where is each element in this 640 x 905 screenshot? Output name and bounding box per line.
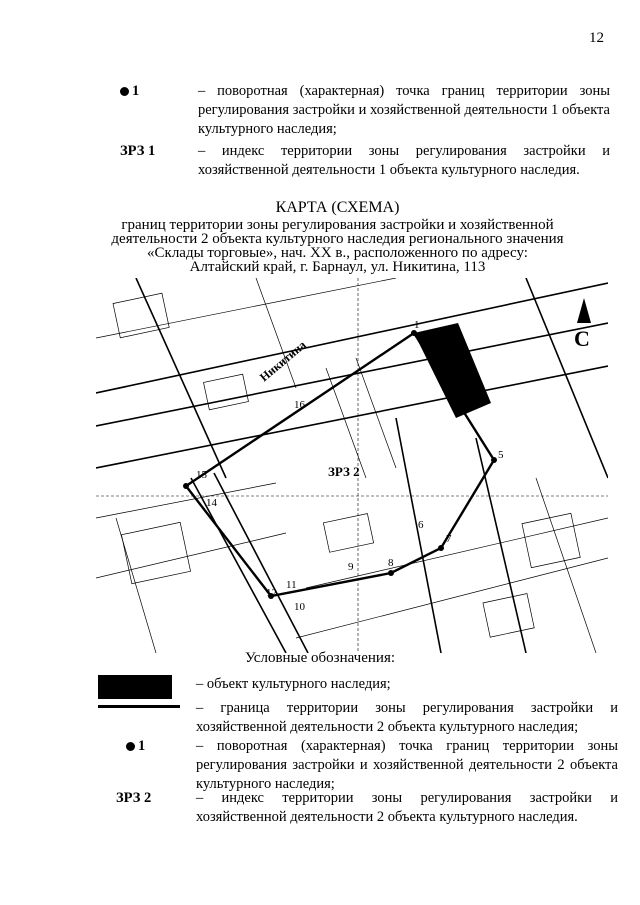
index-symbol: ЗРЗ 1	[120, 143, 156, 159]
point-label: 7	[446, 533, 452, 545]
legend-item-index	[120, 142, 610, 180]
map-title-line: «Склады торговые», нач. XX в., расположенного по адресу:	[147, 245, 528, 261]
black-rectangle-icon	[98, 675, 172, 699]
page-number: 12	[589, 30, 604, 46]
point-symbol: 1	[120, 82, 139, 101]
zone-label: ЗРЗ 2	[328, 464, 360, 479]
point-label: 11	[286, 579, 297, 591]
boundary-symbol	[98, 699, 180, 708]
legend-desc: – индекс территории зоны регулирования застройки и хозяйственной деятельности 1 объекта культурного наследия.	[198, 143, 610, 178]
legend-item-point	[98, 737, 618, 794]
north-label: С	[574, 326, 590, 351]
street-name-label: Никитина	[256, 337, 309, 385]
legend-item-point	[120, 82, 610, 139]
legend-desc: – поворотная (характерная) точка границ территории зоны регулирования застройки и хозяйственной деятельности 1 объекта культурного наследия;	[198, 83, 610, 137]
dot-icon	[126, 742, 135, 751]
point-symbol: 1	[126, 737, 145, 756]
map-title-main: КАРТА (СХЕМА)	[275, 199, 400, 216]
legend-desc: – поворотная (характерная) точка границ территории зоны регулирования застройки и хозяйственной деятельности 2 объекта культурного наследия;	[196, 738, 618, 792]
map-title	[100, 201, 575, 274]
legend-desc: – граница территории зоны регулирования застройки и хозяйственной деятельности 2 объекта культурного наследия;	[196, 700, 618, 735]
point-label: 10	[294, 601, 305, 613]
legend-item-boundary	[98, 699, 618, 737]
point-label: 12	[266, 587, 277, 599]
boundary-point-8	[388, 570, 394, 576]
legend-desc: – объект культурного наследия;	[196, 676, 391, 692]
legend-title: Условные обозначения:	[244, 650, 396, 666]
cadastral-map	[96, 278, 608, 653]
legend-item-heritage	[98, 675, 618, 694]
dot-icon	[120, 87, 129, 96]
point-label: 9	[348, 561, 354, 573]
point-label: 6	[418, 519, 424, 531]
index-symbol: ЗРЗ 2	[116, 790, 152, 806]
heritage-symbol	[98, 675, 172, 699]
boundary-point-7	[438, 545, 444, 551]
boundary-point-15	[183, 483, 189, 489]
map-title-line: Алтайский край, г. Барнаул, ул. Никитина, 113	[189, 259, 486, 275]
point-label: 5	[498, 449, 504, 461]
point-label: 15	[196, 469, 207, 481]
boundary-point-5	[491, 457, 497, 463]
point-label: 16	[294, 399, 305, 411]
map-title-line: границ территории зоны регулирования застройки и хозяйственной	[121, 217, 554, 233]
legend-desc: – индекс территории зоны регулирования застройки и хозяйственной деятельности 2 объекта культурного наследия.	[196, 790, 618, 825]
point-label: 1	[414, 319, 420, 331]
map-title-line: деятельности 2 объекта культурного наследия регионального значения	[111, 231, 564, 247]
point-label: 8	[388, 557, 394, 569]
legend-item-index	[98, 789, 618, 827]
boundary-line-icon	[98, 705, 180, 708]
point-label: 14	[206, 497, 217, 509]
